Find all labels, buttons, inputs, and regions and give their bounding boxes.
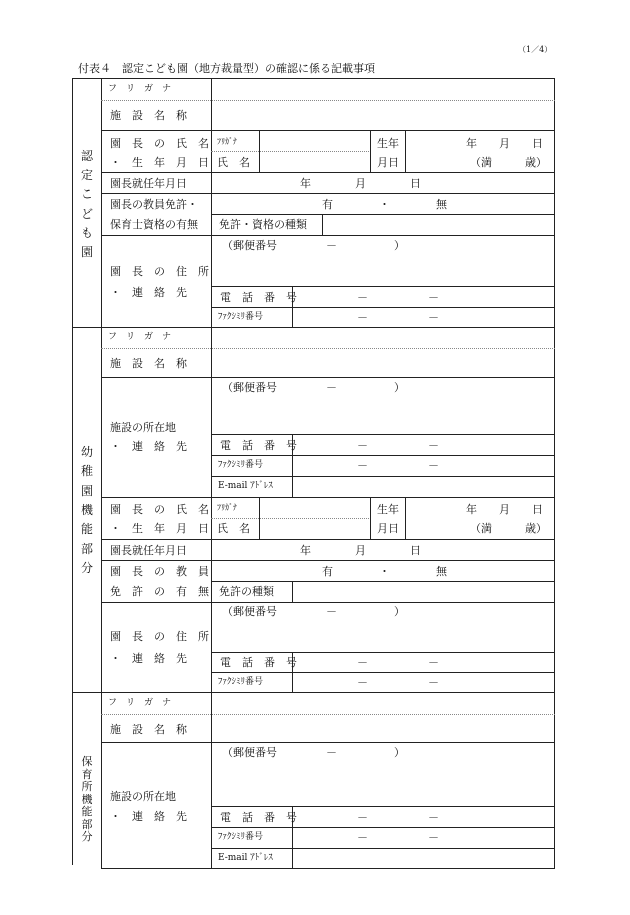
license-type-label: 免許・資格の種類 — [219, 218, 307, 231]
head-furigana-label: ﾌﾘｶﾞﾅ — [217, 503, 237, 512]
location-label: 施設の所在地 — [110, 790, 176, 803]
head-address-field[interactable] — [213, 621, 553, 651]
facility-name-label: 施 設 名 称 — [110, 357, 187, 370]
inauguration-date-field[interactable]: 年 月 日 — [300, 544, 421, 557]
license-separator: ・ — [379, 565, 390, 578]
postal-close: ） — [394, 239, 405, 252]
location-contact-label: ・ 連 絡 先 — [110, 810, 187, 823]
page-number: （1／4） — [518, 45, 553, 54]
email-label: E-mail ｱﾄﾞﾚｽ — [218, 481, 273, 491]
facility-furigana-field[interactable] — [213, 694, 553, 713]
facility-furigana-field[interactable] — [213, 329, 553, 347]
email-label: E-mail ｱﾄﾞﾚｽ — [218, 853, 273, 863]
phone-dash-1: － — [357, 811, 368, 824]
phone-dash-2: － — [428, 656, 439, 669]
head-name-field[interactable] — [261, 499, 369, 538]
section-label-char: 分 — [81, 830, 93, 843]
email-field[interactable] — [294, 478, 553, 496]
section-label-char: 定 — [80, 168, 93, 183]
postal-code-label: （郵便番号 — [222, 381, 277, 394]
location-field[interactable] — [213, 762, 553, 805]
fax-label: ﾌｧｸｼﾐﾘ番号 — [218, 312, 264, 322]
license-label-2: 免 許 の 有 無 — [110, 585, 209, 598]
location-contact-label: ・ 連 絡 先 — [110, 440, 187, 453]
phone-dash-2: － — [428, 439, 439, 452]
fax-dash-2: － — [428, 459, 439, 472]
license-yes-option[interactable]: 有 — [322, 198, 333, 211]
section-label-char: 保 — [81, 755, 93, 768]
head-birth-label: ・ 生 年 月 日 — [110, 522, 209, 535]
head-contact-label: ・ 連 絡 先 — [110, 286, 187, 299]
postal-code-label: （郵便番号 — [222, 239, 277, 252]
postal-dash: － — [326, 239, 337, 252]
license-type-field[interactable] — [294, 583, 553, 601]
section-label-char: 稚 — [80, 464, 93, 479]
furigana-label: フ リ ガ ナ — [108, 332, 172, 342]
location-label: 施設の所在地 — [110, 421, 176, 434]
facility-name-field[interactable] — [213, 102, 553, 129]
section-label-char: 分 — [80, 560, 93, 575]
license-label-2: 保育士資格の有無 — [110, 218, 198, 231]
license-no-option[interactable]: 無 — [436, 198, 447, 211]
phone-dash-1: － — [357, 291, 368, 304]
license-separator: ・ — [379, 198, 390, 211]
section-label-char: 部 — [81, 817, 93, 831]
fax-label: ﾌｧｸｼﾐﾘ番号 — [218, 832, 264, 842]
postal-close: ） — [394, 605, 405, 618]
section-label-char: 認 — [80, 149, 93, 163]
age-field[interactable]: （満 歳） — [470, 522, 547, 535]
birth-label-1: 生年 — [377, 503, 399, 516]
postal-close: ） — [394, 746, 405, 759]
license-yes-option[interactable]: 有 — [322, 565, 333, 578]
section-label-char: 園 — [80, 483, 93, 498]
fax-dash-2: － — [428, 676, 439, 689]
section-label-char: も — [80, 225, 93, 240]
section-label-char: 部 — [80, 541, 93, 556]
head-name-field[interactable] — [261, 132, 369, 171]
fax-dash-1: － — [357, 459, 368, 472]
head-furigana-label: ﾌﾘｶﾞﾅ — [217, 137, 237, 146]
section-label-char: 機 — [80, 502, 93, 517]
postal-dash: － — [326, 381, 337, 394]
section-label-char: 機 — [81, 792, 93, 806]
head-address-label: 園 長 の 住 所 — [110, 630, 209, 643]
section-label-char: 園 — [80, 244, 93, 259]
section-label-char: 育 — [81, 767, 93, 781]
page-title: 付表４ 認定こども園（地方裁量型）の確認に係る記載事項 — [78, 62, 375, 75]
inauguration-date-field[interactable]: 年 月 日 — [300, 177, 421, 190]
head-address-label: 園 長 の 住 所 — [110, 265, 209, 278]
fax-label: ﾌｧｸｼﾐﾘ番号 — [218, 460, 264, 470]
section-label-kodomoen — [78, 150, 96, 258]
email-field[interactable] — [294, 850, 553, 867]
furigana-label: フ リ ガ ナ — [108, 84, 172, 94]
inauguration-label: 園長就任年月日 — [110, 544, 187, 557]
facility-name-label: 施 設 名 称 — [110, 109, 187, 122]
license-label-1: 園長の教員免許・ — [110, 198, 198, 211]
phone-label: 電 話 番 号 — [220, 811, 297, 824]
phone-dash-1: － — [357, 439, 368, 452]
birth-label-2: 月日 — [377, 156, 399, 169]
fax-dash-2: － — [428, 311, 439, 324]
head-name-field-label: 氏 名 — [217, 156, 250, 169]
fax-dash-1: － — [357, 831, 368, 844]
fax-dash-1: － — [357, 311, 368, 324]
license-no-option[interactable]: 無 — [436, 565, 447, 578]
phone-dash-2: － — [428, 291, 439, 304]
section-label-kindergarten — [78, 446, 96, 574]
facility-name-field[interactable] — [213, 350, 553, 376]
fax-label: ﾌｧｸｼﾐﾘ番号 — [218, 677, 264, 687]
postal-code-label: （郵便番号 — [222, 746, 277, 759]
facility-furigana-field[interactable] — [213, 80, 553, 99]
birth-date-field[interactable]: 年 月 日 — [466, 503, 543, 516]
postal-dash: － — [326, 605, 337, 618]
phone-label: 電 話 番 号 — [220, 656, 297, 669]
furigana-label: フ リ ガ ナ — [108, 698, 172, 708]
phone-label: 電 話 番 号 — [220, 291, 297, 304]
head-name-field-label: 氏 名 — [217, 522, 250, 535]
facility-name-label: 施 設 名 称 — [110, 723, 187, 736]
head-name-label: 園 長 の 氏 名 — [110, 503, 209, 516]
head-name-label: 園 長 の 氏 名 — [110, 137, 209, 150]
postal-dash: － — [326, 746, 337, 759]
postal-code-label: （郵便番号 — [222, 605, 277, 618]
head-birth-label: ・ 生 年 月 日 — [110, 156, 209, 169]
location-field[interactable] — [213, 397, 553, 433]
postal-close: ） — [394, 381, 405, 394]
phone-dash-2: － — [428, 811, 439, 824]
section-label-char: 幼 — [80, 445, 93, 459]
section-label-char: 能 — [81, 805, 93, 818]
inauguration-label: 園長就任年月日 — [110, 177, 187, 190]
license-type-label: 免許の種類 — [219, 585, 274, 598]
birth-label-2: 月日 — [377, 522, 399, 535]
section-label-char: こ — [80, 187, 93, 202]
section-label-nursery — [78, 756, 96, 842]
license-type-field[interactable] — [324, 216, 553, 234]
license-label-1: 園 長 の 教 員 — [110, 565, 209, 578]
section-label-char: 所 — [81, 780, 93, 793]
birth-date-field[interactable]: 年 月 日 — [466, 137, 543, 150]
head-contact-label: ・ 連 絡 先 — [110, 652, 187, 665]
birth-label-1: 生年 — [377, 137, 399, 150]
section-label-char: ど — [80, 206, 93, 221]
age-field[interactable]: （満 歳） — [470, 156, 547, 169]
facility-name-field[interactable] — [213, 716, 553, 741]
fax-dash-2: － — [428, 831, 439, 844]
fax-dash-1: － — [357, 676, 368, 689]
phone-dash-1: － — [357, 656, 368, 669]
head-address-field[interactable] — [213, 255, 553, 285]
phone-label: 電 話 番 号 — [220, 439, 297, 452]
section-label-char: 能 — [80, 522, 93, 537]
